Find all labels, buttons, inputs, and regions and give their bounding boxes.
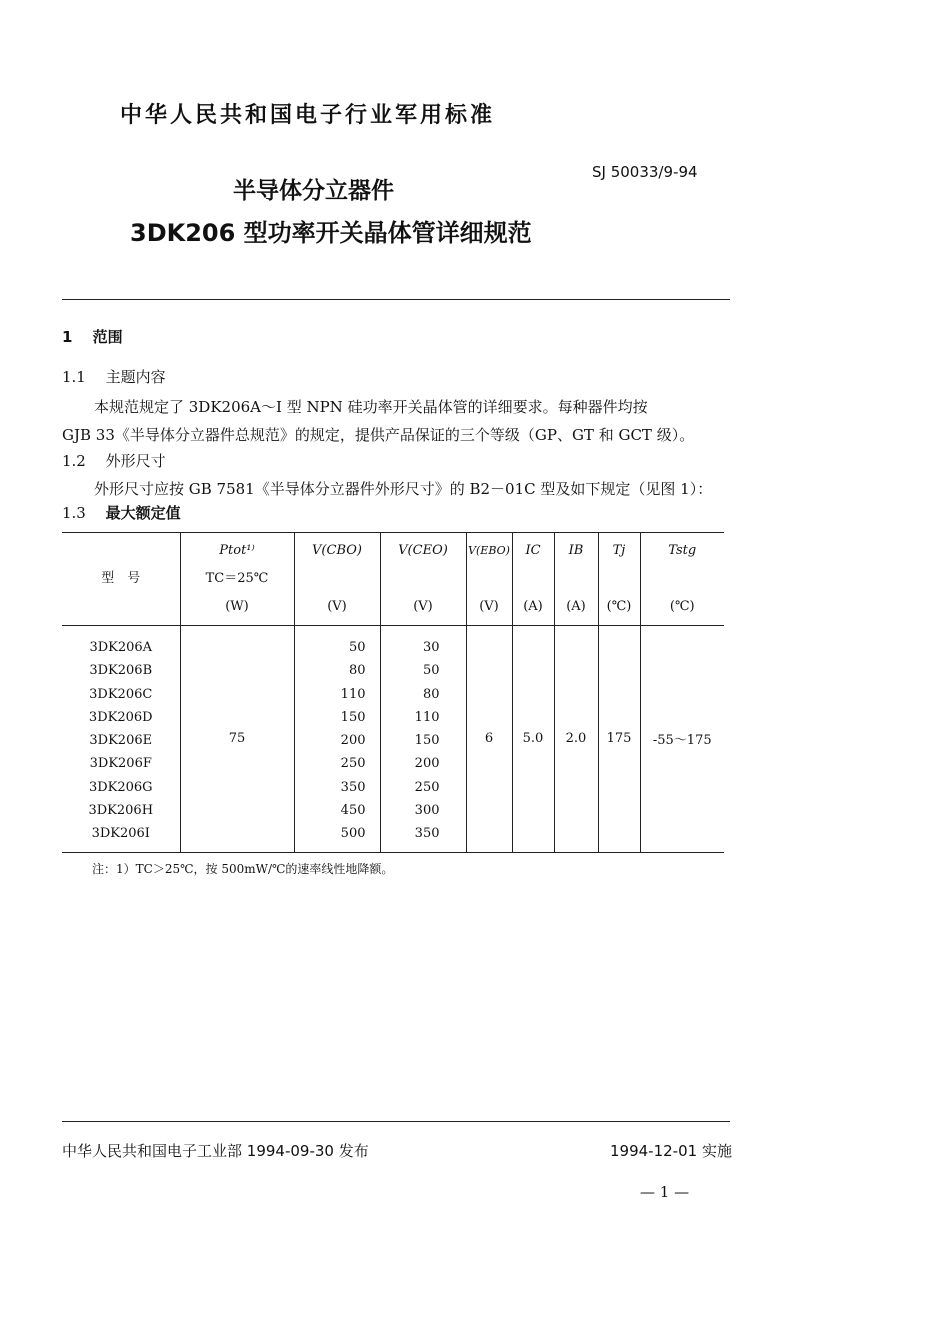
vceo-value: 200 (414, 756, 440, 772)
model-list (62, 626, 180, 852)
ic-cell: 5.0 (512, 626, 554, 853)
vcbo-value: 50 (348, 640, 366, 655)
section-number: 1.2 (62, 452, 86, 470)
section-number: 1.3 (62, 504, 86, 522)
footer-divider (62, 1121, 730, 1122)
effective-notice: 1994-12-01 实施 (610, 1142, 732, 1160)
section-number: 1 (62, 328, 73, 346)
model-entry: 3DK206F (89, 756, 152, 772)
vceo-value: 110 (414, 709, 440, 725)
vebo-cell: 6 (466, 626, 512, 853)
model-entry: 3DK206C (89, 686, 153, 702)
vcbo-value: 200 (340, 733, 366, 749)
vceo-list (381, 626, 440, 852)
table-footnote: 注：1）TC＞25℃，按 500mW/℃的速率线性地降额。 (92, 862, 394, 876)
vceo-value: 50 (422, 663, 440, 679)
header-vcbo: V(CBO) (V) (294, 533, 380, 626)
title-divider (62, 299, 730, 300)
header-vceo: V(CEO) (V) (380, 533, 466, 626)
vcbo-value: 110 (340, 686, 366, 702)
page-number: — 1 — (640, 1183, 690, 1201)
table-row (62, 626, 724, 853)
model-entry: 3DK206D (88, 709, 153, 725)
header-ib: IB (A) (554, 533, 598, 626)
model-entry: 3DK206H (88, 803, 154, 819)
model-entry: 3DK206B (89, 663, 153, 679)
section-1-3-heading (62, 502, 181, 523)
section-1-heading (62, 326, 123, 347)
vcbo-value: 350 (340, 779, 366, 795)
ib-cell: 2.0 (554, 626, 598, 853)
model-entry: 3DK206G (88, 779, 153, 795)
vcbo-value: 450 (340, 803, 366, 819)
model-entry: 3DK206E (89, 733, 153, 749)
paragraph-line: GJB 33《半导体分立器件总规范》的规定，提供产品保证的三个等级（GP、GT 和 GCT 级）。 (62, 426, 695, 444)
section-1-2-heading (62, 450, 166, 471)
section-1-1-heading (62, 366, 166, 387)
standard-category-heading: 中华人民共和国电子行业军用标准 (120, 103, 496, 128)
document-title-line2: 3DK206 型功率开关晶体管详细规范 (130, 219, 532, 247)
header-tj: Tj (℃) (598, 533, 640, 626)
vceo-value: 80 (422, 686, 440, 702)
tj-cell: 175 (598, 626, 640, 853)
paragraph-line: 外形尺寸应按 GB 7581《半导体分立器件外形尺寸》的 B2－01C 型及如下规定（见图 1）： (94, 480, 713, 498)
section-title: 主题内容 (105, 368, 166, 386)
header-tstg: Tstg (℃) (640, 533, 724, 626)
vceo-value: 300 (414, 803, 440, 819)
vceo-value: 30 (422, 640, 440, 655)
vcbo-value: 250 (340, 756, 366, 772)
vcbo-cell (294, 626, 380, 853)
header-model: 型 号 (62, 533, 180, 626)
header-ptot: Ptot¹⁾ TC＝25℃ (W) (180, 533, 294, 626)
paragraph-line: 本规范规定了 3DK206A～I 型 NPN 硅功率开关晶体管的详细要求。每种器件均按 (94, 398, 648, 416)
vcbo-list (295, 626, 366, 852)
vcbo-value: 150 (340, 709, 366, 725)
table-header-row (62, 533, 724, 626)
section-title: 外形尺寸 (105, 452, 166, 470)
issue-notice: 中华人民共和国电子工业部 1994-09-30 发布 (62, 1142, 369, 1160)
model-entry: 3DK206A (89, 640, 153, 655)
standard-code: SJ 50033/9-94 (592, 163, 698, 181)
vceo-value: 250 (414, 779, 440, 795)
vceo-value: 350 (414, 826, 440, 842)
vceo-value: 150 (414, 733, 440, 749)
header-ic: IC (A) (512, 533, 554, 626)
section-number: 1.1 (62, 368, 86, 386)
header-vebo: V(EBO) (V) (466, 533, 512, 626)
max-ratings-table (62, 532, 724, 853)
ptot-cell: 75 (180, 626, 294, 853)
vcbo-value: 500 (340, 826, 366, 842)
vcbo-value: 80 (348, 663, 366, 679)
tstg-cell: -55～175 (640, 626, 724, 853)
section-title: 最大额定值 (105, 504, 181, 522)
vceo-cell (380, 626, 466, 853)
model-entry: 3DK206I (91, 826, 150, 842)
document-title-line1: 半导体分立器件 (233, 178, 394, 204)
section-title: 范围 (92, 328, 123, 346)
model-list-cell (62, 626, 180, 853)
